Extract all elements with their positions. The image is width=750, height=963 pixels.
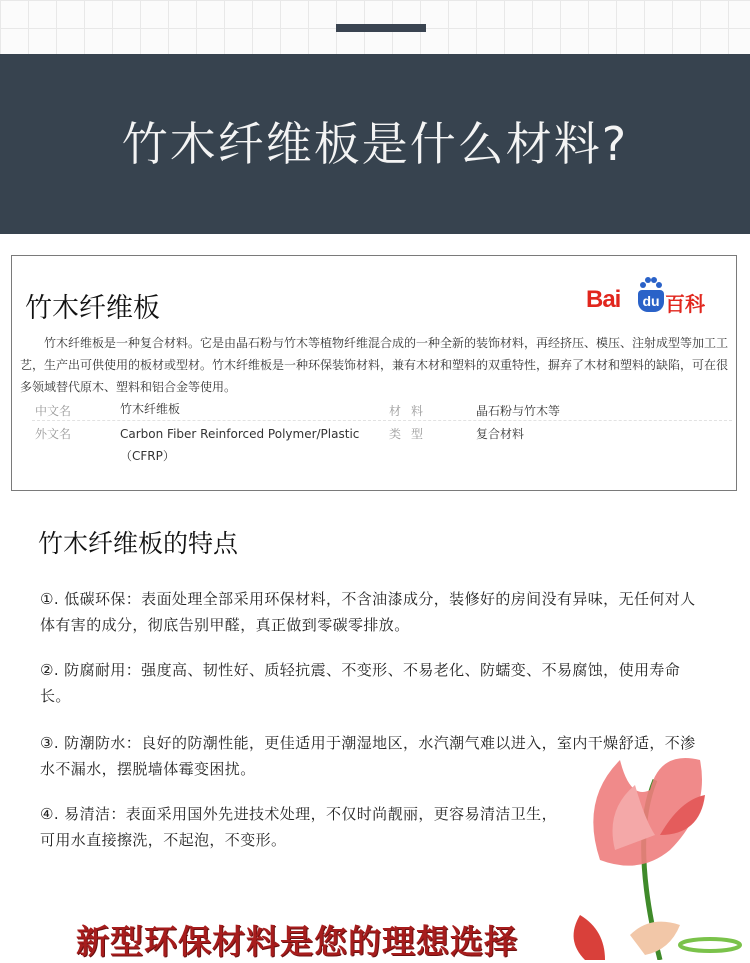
feature-item: ①. 低碳环保：表面处理全部采用环保材料，不含油漆成分，装修好的房间没有异味，无任何对人体有害的成分，彻底告别甲醛，真正做到零碳零排放。 [40, 590, 696, 634]
card-description: 竹木纤维板是一种复合材料。它是由晶石粉与竹木等植物纤维混合成的一种全新的装饰材料，再经挤压、模压、注射成型等加工工艺，生产出可供使用的板材或型材。竹木纤维板是一种环保装饰材料，兼有木材和塑料的双重特性，摒弃了木材和塑料的缺陷，可在很多领域替代原木、塑料和铝合金等使用。 [20, 336, 729, 394]
paw-icon [638, 276, 664, 290]
logo-du-badge: du [638, 290, 664, 312]
info-label: 类型 [389, 427, 434, 441]
lotus-flower-illustration [560, 740, 750, 960]
info-label: 中文名 [35, 404, 72, 418]
feature-item: ④. 易清洁：表面采用国外先进技术处理，不仅时尚靓丽，更容易清洁卫生，可用水直接擦洗，不起泡，不变形。 [40, 805, 557, 849]
title-banner [0, 54, 750, 234]
card-title: 竹木纤维板 [25, 293, 160, 324]
page-title: 竹木纤维板是什么材料? [121, 117, 629, 171]
info-value: 复合材料 [476, 427, 525, 441]
slogan-banner: 新型环保材料是您的理想选择 [76, 922, 518, 961]
features-title: 竹木纤维板的特点 [38, 529, 239, 558]
info-row [32, 398, 732, 421]
info-table [32, 398, 732, 463]
info-label: 材料 [389, 404, 434, 418]
info-value: 竹木纤维板 [120, 402, 181, 416]
baidu-baike-logo [586, 276, 716, 320]
info-label: 外文名 [35, 427, 72, 441]
feature-item: ③. 防潮防水：良好的防潮性能，更佳适用于潮湿地区，水汽潮气难以进入，室内干燥舒适，不渗水不漏水，摆脱墙体霉变困扰。 [40, 734, 696, 778]
logo-bai-text: Bai [586, 286, 621, 313]
encyclopedia-card [11, 255, 737, 491]
info-value: Carbon Fiber Reinforced Polymer/Plastic（CFRP） [120, 427, 360, 463]
feature-item: ②. 防腐耐用：强度高、韧性好、质轻抗震、不变形、不易老化、防蠕变、不易腐蚀，使用寿命长。 [40, 661, 681, 705]
info-row [32, 421, 732, 463]
logo-baike-text: 百科 [665, 292, 705, 316]
info-value: 晶石粉与竹木等 [476, 404, 561, 418]
top-accent-tab [336, 24, 426, 32]
